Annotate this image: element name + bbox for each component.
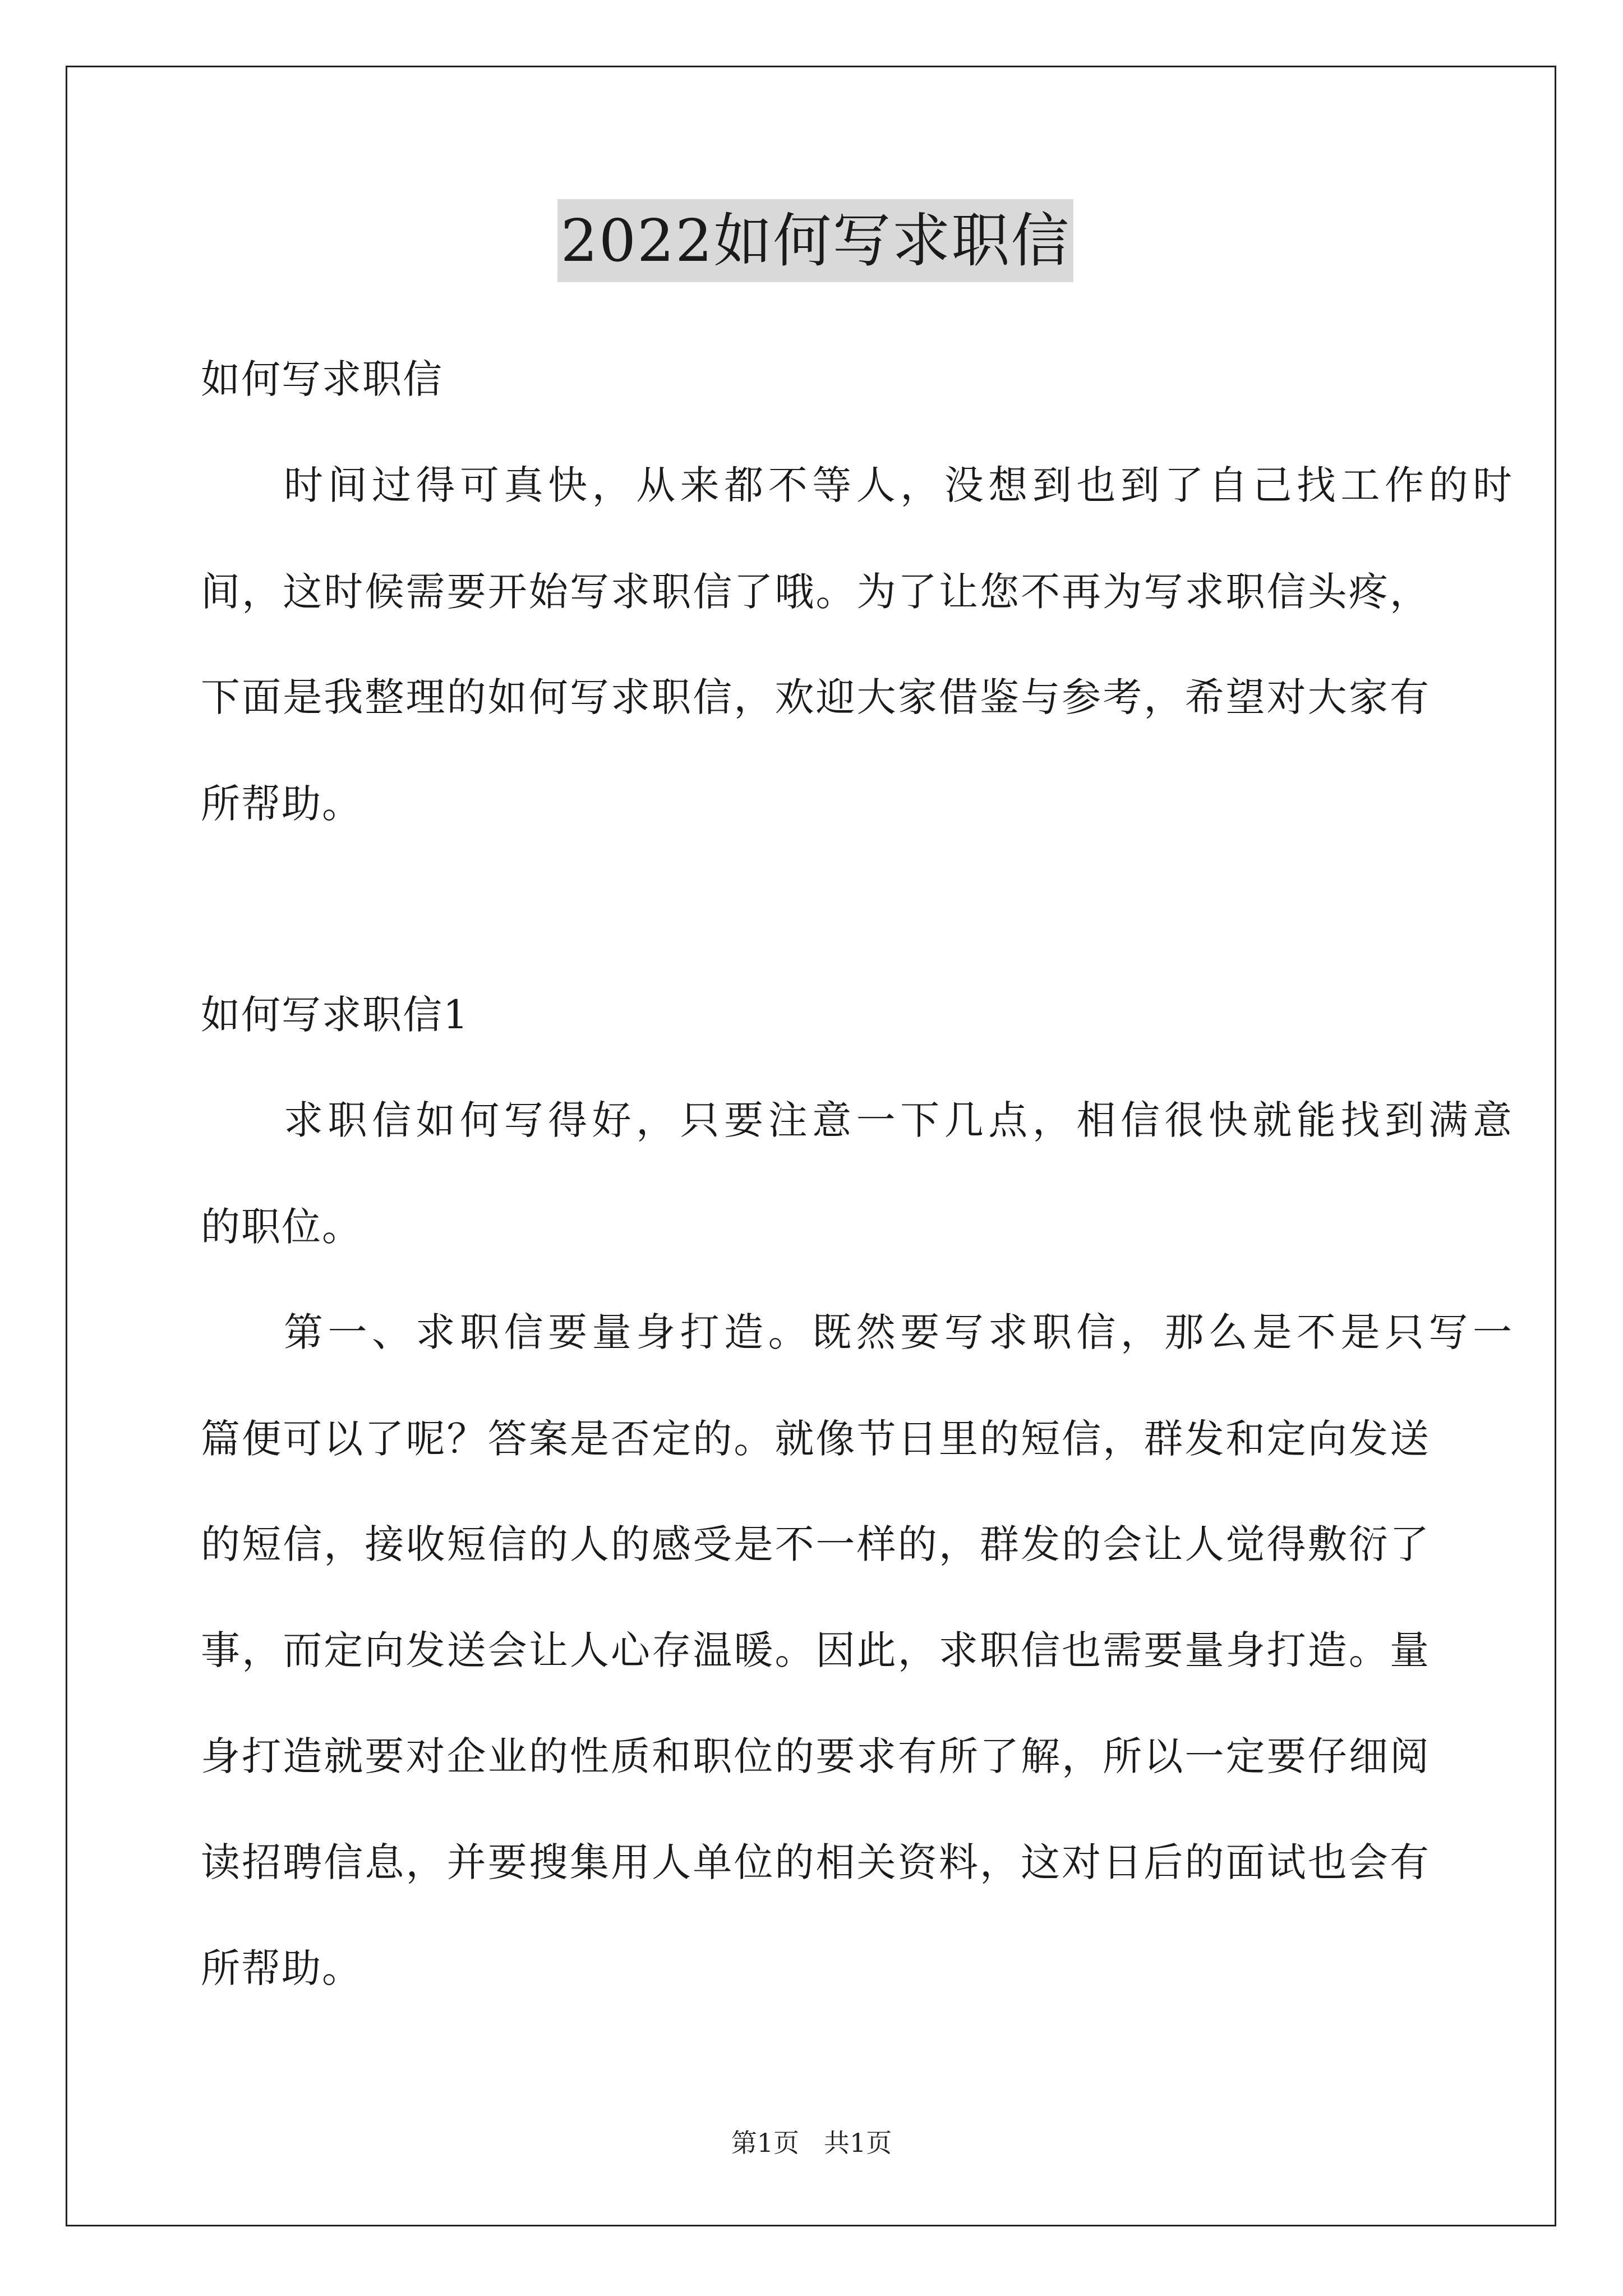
paragraph-line: 第一、求职信要量身打造。既然要写求职信，那么是不是只写一 <box>284 1309 1513 1355</box>
paragraph-line: 下面是我整理的如何写求职信，欢迎大家借鉴与参考，希望对大家有 <box>201 674 1430 720</box>
paragraph-line: 的职位。 <box>201 1204 362 1250</box>
page-total: 共1页 <box>823 2128 892 2158</box>
paragraph-line: 时间过得可真快，从来都不等人，没想到也到了自己找工作的时 <box>284 462 1513 508</box>
paragraph-line: 求职信如何写得好，只要注意一下几点，相信很快就能找到满意 <box>284 1097 1513 1143</box>
paragraph-line: 的短信，接收短信的人的感受是不一样的，群发的会让人觉得敷衍了 <box>201 1521 1430 1567</box>
page-footer <box>0 2126 1623 2160</box>
paragraph-line: 读招聘信息，并要搜集用人单位的相关资料，这对日后的面试也会有 <box>201 1839 1430 1885</box>
document-title: 2022如何写求职信 <box>557 199 1074 282</box>
paragraph-line: 事，而定向发送会让人心存温暖。因此，求职信也需要量身打造。量 <box>201 1627 1430 1673</box>
paragraph-line: 所帮助。 <box>201 781 362 827</box>
title-container <box>201 199 1430 282</box>
section-heading: 如何写求职信 <box>201 356 443 402</box>
paragraph-line: 篇便可以了呢？答案是否定的。就像节日里的短信，群发和定向发送 <box>201 1416 1430 1462</box>
paragraph-line: 所帮助。 <box>201 1945 362 1991</box>
page-number: 第1页 <box>731 2128 800 2158</box>
paragraph-line: 身打造就要对企业的性质和职位的要求有所了解，所以一定要仔细阅 <box>201 1733 1430 1779</box>
section-heading: 如何写求职信1 <box>201 992 469 1038</box>
paragraph-line: 间，这时候需要开始写求职信了哦。为了让您不再为写求职信头疼， <box>201 569 1430 615</box>
